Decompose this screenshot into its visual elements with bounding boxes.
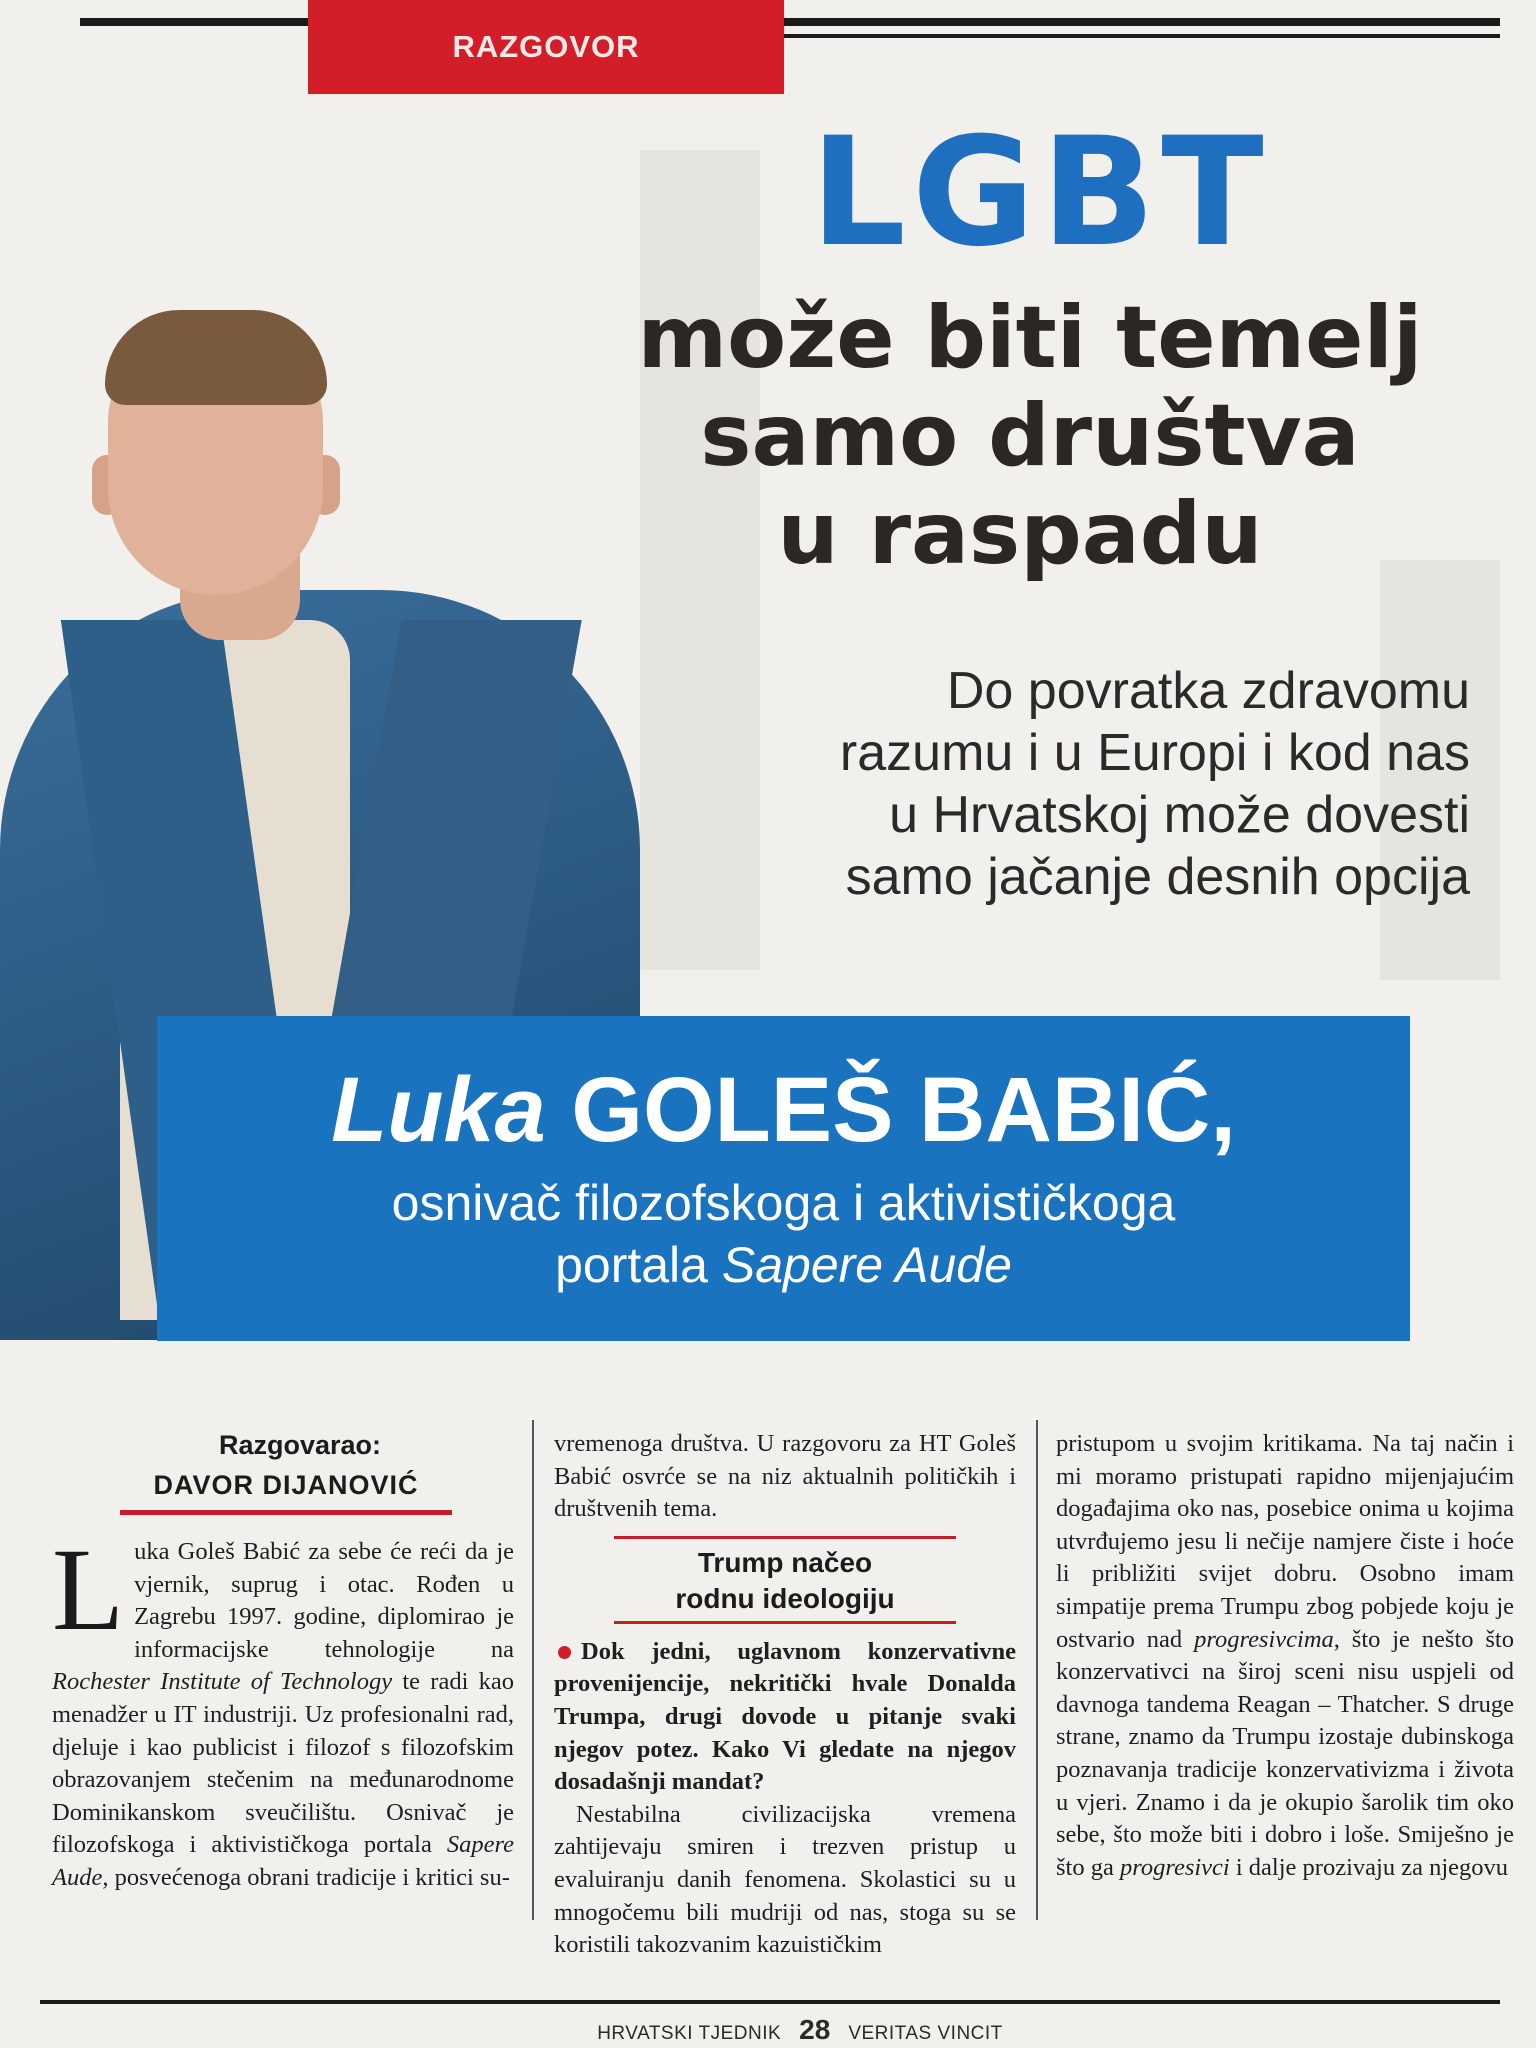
subheadline-line: u Hrvatskoj može dovesti [889,786,1470,844]
publication-motto: VERITAS VINCIT [848,2023,1003,2044]
headline-lgbt: LGBT [810,106,1270,280]
footer-rule [40,2000,1500,2004]
portal-name: Sapere Aude [721,1237,1012,1293]
top-rule-secondary [780,34,1500,38]
page-number: 28 [799,2014,831,2045]
article-column-2 [554,1428,1016,1962]
paragraph: vremenoga društva. U razgovoru za HT Goleš Babić osvrće se na niz aktualnih političkih i društvenih tema. [554,1430,1016,1523]
subsection-heading-line: Trump načeo [697,1546,873,1578]
headline-line: u raspadu [777,484,1263,584]
subsection-heading [554,1545,1016,1617]
italic-term: progresivci [1119,1853,1230,1881]
text-run: te radi kao menadžer u IT industriji. Uz profesionalni rad, djeluje i kao publicist i filozof s filozofskim obrazovanjem stečenim na međunarodnome Dominikanskom sveučilištu. Osnivač je filozofskoga i aktivističkoga portala [52,1668,514,1859]
column-divider [532,1420,534,1920]
headline-line: može biti temelj [637,288,1423,388]
interviewee-desc-line [157,1234,1410,1296]
page-footer [540,2014,1060,2046]
subsection-heading-line: rodnu ideologiju [675,1582,895,1614]
interviewee-last-name: GOLEŠ BABIĆ, [571,1059,1236,1161]
italic-term: progresivcima [1194,1625,1334,1653]
text-run: i dalje prozivaju za njegovu [1229,1853,1508,1881]
bullet-icon [558,1646,571,1659]
byline-rule [120,1510,452,1515]
portal-name: Sapere Aude, [52,1831,514,1891]
text-run: posvećenoga obrani tradicije i kritici su- [108,1863,510,1891]
section-label: RAZGOVOR [452,29,640,64]
paragraph [52,1524,514,1895]
drop-cap: L [52,1524,125,1655]
headline-line: samo društva [700,386,1360,486]
byline-author: DAVOR DIJANOVIĆ [153,1470,419,1500]
portrait-hair [105,310,327,405]
paragraph [1056,1428,1514,1884]
article-column-3 [1056,1428,1514,1884]
subsection-rule [614,1536,956,1539]
institution-name: Rochester Institute of Technology [52,1668,393,1696]
interviewee-description [157,1172,1410,1296]
article-column-1 [52,1524,514,1895]
column-divider [1036,1420,1038,1920]
section-tag [308,0,784,94]
question-text: Dok jedni, uglavnom konzervativne provenijencije, nekritički hvale Donalda Trumpa, drugi dovode u pitanje svaki njegov potez. Kako Vi gledate na njegov dosadašnji mandat? [554,1637,1016,1796]
text-run: pristupom u svojim kritikama. Na taj način i mi moramo pristupati rapidno mijenjajućim događajima oko nas, posebice onima u kojima utvrđujemo jesu li nečije namjere čiste i hoće li približiti svijet dobru. Osobno imam simpatije prema Trumpu zbog pobjede koju je ostvario nad [1056,1430,1514,1653]
subsection-rule [614,1621,956,1624]
interview-question [554,1636,1016,1799]
top-rule [80,18,1500,26]
subheadline [640,660,1470,908]
interviewee-name [157,1060,1410,1160]
byline-label: Razgovarao: [218,1430,382,1460]
subheadline-line: samo jačanje desnih opcija [845,848,1470,906]
publication-name: HRVATSKI TJEDNIK [597,2023,782,2044]
subheadline-line: razumu i u Europi i kod nas [839,724,1470,782]
interviewee-first-name: Luka [331,1059,546,1161]
subheadline-line: Do povratka zdravomu [946,662,1470,720]
text-run: , što je nešto što konzervativci na široj sceni nisu uspjeli od davnoga tandema Reagan – Thatcher. S druge strane, znamo da Trumpu izostaje dubinskoga poznavanja tradicije konzervativizma i života u vjeri. Znamo i da je okupio šarolik tim oko sebe, što može biti i dobro i loše. Smiješno je što ga [1056,1625,1514,1881]
desc-prefix: portala [555,1237,722,1293]
text-run: uka Goleš Babić za sebe će reći da je vjernik, suprug i otac. Rođen u Zagrebu 1997. godine, diplomirao je informacijske tehnologije na [134,1538,514,1663]
interviewee-desc-line: osnivač filozofskoga i aktivističkoga [391,1175,1176,1231]
interview-answer: Nestabilna civilizacijska vremena zahtijevaju smiren i trezven pristup u evaluiranju danih fenomena. Skolastici su u mnogočemu bili mudriji od nas, stoga su se koristili takozvanim kazuističkim [554,1800,1016,1959]
